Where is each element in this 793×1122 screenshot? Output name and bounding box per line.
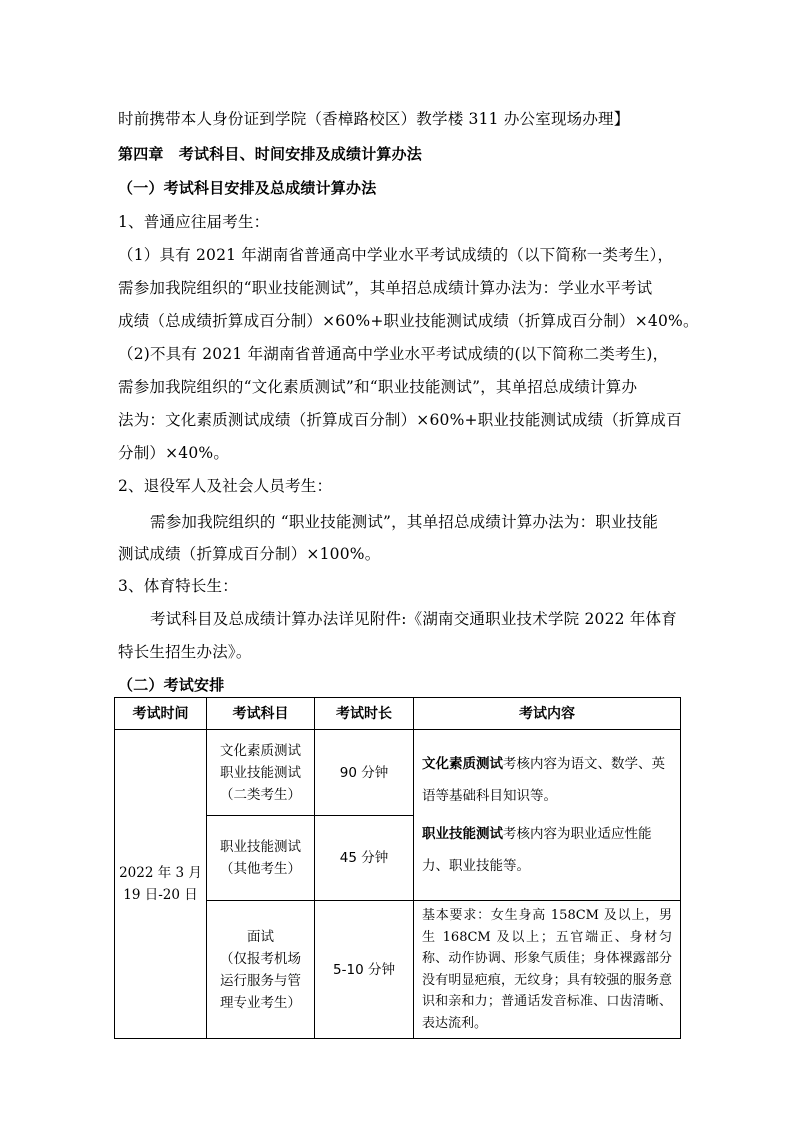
paragraph-line: 需参加我院组织的 “职业技能测试”，其单招总成绩计算办法为：职业技能 — [150, 513, 659, 531]
paragraph-line: 需参加我院组织的“职业技能测试”，其单招总成绩计算办法为：学业水平考试 — [118, 279, 653, 297]
paragraph-line: 分制）×40%。 — [118, 444, 230, 462]
subject-cell: 职业技能测试 （其他考生） — [207, 816, 315, 901]
text-line-continuation: 时前携带本人身份证到学院（香樟路校区）教学楼 311 办公室现场办理】 — [118, 110, 630, 128]
content-bold-label: 职业技能测试 — [422, 826, 503, 842]
duration-cell: 45 分钟 — [315, 816, 414, 901]
paragraph-line: 考试科目及总成绩计算办法详见附件:《湖南交通职业技术学院 2022 年体育 — [150, 610, 677, 628]
subsection-1: 1、普通应往届考生： — [118, 213, 270, 231]
table-header-row — [115, 698, 681, 730]
paragraph-line: （1）具有 2021 年湖南省普通高中学业水平考试成绩的（以下简称一类考生）， — [118, 246, 674, 264]
header-exam-subject: 考试科目 — [207, 698, 315, 730]
subsection-3: 3、体育特长生： — [118, 577, 238, 595]
section-heading-1: （一）考试科目安排及总成绩计算办法 — [118, 179, 377, 197]
duration-cell: 5-10 分钟 — [315, 901, 414, 1039]
subsection-2: 2、退役军人及社会人员考生： — [118, 477, 333, 495]
header-exam-content: 考试内容 — [414, 698, 681, 730]
content-cell: 文化素质测试考核内容为语文、数学、英语等基础科目知识等。 职业技能测试考核内容为职业适应性能力、职业技能等。 — [414, 730, 681, 901]
table-row — [115, 730, 681, 816]
paragraph-line: （2)不具有 2021 年湖南省普通高中学业水平考试成绩的(以下简称二类考生)， — [118, 345, 669, 363]
header-exam-time: 考试时间 — [115, 698, 207, 730]
duration-cell: 90 分钟 — [315, 730, 414, 816]
exam-schedule-table — [114, 697, 681, 1039]
section-heading-2: （二）考试安排 — [118, 676, 225, 694]
exam-date-cell: 2022 年 3 月 19 日-20 日 — [115, 730, 207, 1039]
requirements-cell: 基本要求：女生身高 158CM 及以上，男生 168CM 及以上；五官端正、身材匀称、动作协调、形象气质佳；身体裸露部分没有明显疤痕，无纹身；具有较强的服务意识和亲和力；普通话发音标准、口齿清晰、表达流利。 — [414, 901, 681, 1039]
paragraph-line: 成绩（总成绩折算成百分制）×60%+职业技能测试成绩（折算成百分制）×40%。 — [118, 312, 699, 330]
paragraph-line: 需参加我院组织的“文化素质测试”和“职业技能测试”，其单招总成绩计算办 — [118, 378, 638, 396]
paragraph-line: 测试成绩（折算成百分制）×100%。 — [118, 545, 381, 563]
content-bold-label: 文化素质测试 — [422, 756, 503, 772]
paragraph-line: 特长生招生办法》。 — [118, 643, 252, 661]
header-exam-duration: 考试时长 — [315, 698, 414, 730]
subject-cell: 文化素质测试 职业技能测试 （二类考生） — [207, 730, 315, 816]
chapter-heading: 第四章 考试科目、时间安排及成绩计算办法 — [118, 145, 423, 163]
subject-cell: 面试 （仅报考机场 运行服务与管 理专业考生） — [207, 901, 315, 1039]
paragraph-line: 法为：文化素质测试成绩（折算成百分制）×60%+职业技能测试成绩（折算成百 — [118, 411, 682, 429]
